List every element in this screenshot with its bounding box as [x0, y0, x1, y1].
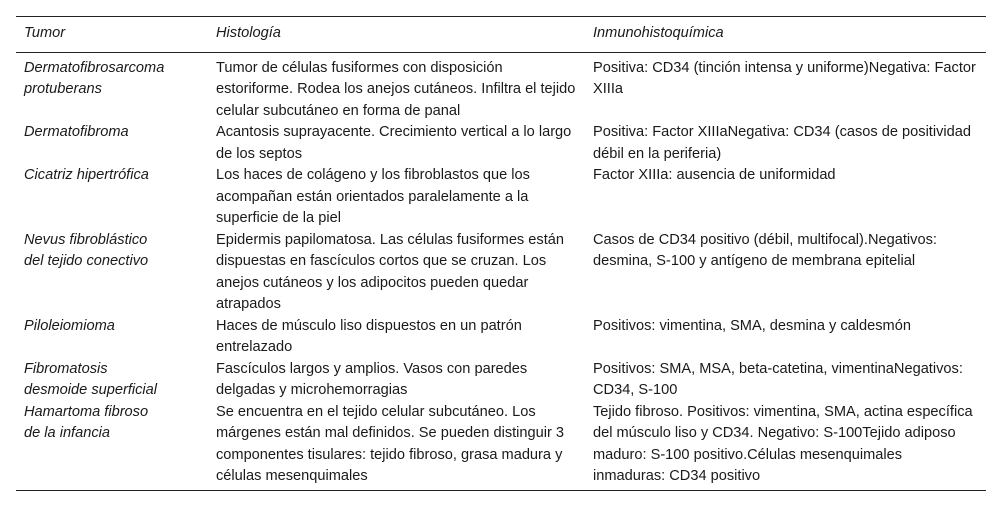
histologia-cell: Se encuentra en el tejido celular subcutáneo. Los márgenes están mal definidos. Se pueden distinguir 3 componentes tisulares: tejido fibroso, grasa madura y células mesenquimales: [208, 402, 585, 491]
table-row: [16, 230, 986, 316]
tumor-cell: [16, 165, 208, 230]
inmuno-cell: Factor XIIIa: ausencia de uniformidad: [593, 167, 836, 183]
tumor-cell: [16, 316, 208, 359]
inmuno-cell: Positiva: Factor XIIIaNegativa: CD34 (casos de positividad débil en la periferia): [593, 124, 971, 162]
table-row: [16, 402, 986, 491]
tumor-line: Dermatofibrosarcoma: [24, 59, 165, 76]
table-row: [16, 52, 986, 122]
tumor-cell: [16, 402, 208, 491]
header-inmunohistoquimica: Inmunohistoquímica: [585, 17, 986, 53]
table-row: [16, 359, 986, 402]
tumor-line: protuberans: [24, 81, 102, 97]
table-row: [16, 122, 986, 165]
header-row: [16, 17, 986, 53]
tumor-line: de la infancia: [24, 425, 111, 441]
tumor-cell: [16, 359, 208, 402]
comparison-table: [16, 16, 986, 491]
histologia-cell: Epidermis papilomatosa. Las células fusiformes están dispuestas en fascículos cortos que se cruzan. Los anejos cutáneos y los adipocitos pueden quedar atrapados: [216, 231, 564, 312]
tumor-cell: [16, 230, 208, 316]
histologia-cell: Los haces de colágeno y los fibroblastos que los acompañan están orientados paralelamente a la superficie de la piel: [216, 167, 530, 226]
inmuno-cell: Tejido fibroso. Positivos: vimentina, SMA, actina específica del músculo liso y CD34. Negativo: S-100Tejido adiposo maduro: S-100 positivo.Células mesenquimales inmaduras: CD34 positivo: [585, 402, 986, 491]
histologia-cell: Acantosis suprayacente. Crecimiento vertical a lo largo de los septos: [216, 124, 572, 162]
tumor-line: Nevus fibroblástico: [24, 231, 148, 248]
tumor-cell: [16, 122, 208, 165]
table-body: [16, 52, 986, 490]
histologia-cell: Tumor de células fusiformes con disposición estoriforme. Rodea los anejos cutáneos. Infiltra el tejido celular subcutáneo en forma de panal: [216, 59, 576, 119]
header-tumor: Tumor: [16, 17, 208, 53]
inmuno-cell: Positiva: CD34 (tinción intensa y uniforme)Negativa: Factor XIIIa: [593, 59, 976, 97]
table-header: [16, 17, 986, 53]
table-row: [16, 165, 986, 230]
inmuno-cell: Positivos: SMA, MSA, beta-catetina, vimentinaNegativos: CD34, S-100: [593, 360, 963, 398]
tumor-line: Hamartoma fibroso: [24, 403, 149, 420]
inmuno-cell: Positivos: vimentina, SMA, desmina y caldesmón: [593, 317, 911, 334]
inmuno-cell: Casos de CD34 positivo (débil, multifocal).Negativos: desmina, S-100 y antígeno de membrana epitelial: [593, 231, 937, 269]
histologia-cell: Haces de músculo liso dispuestos en un patrón entrelazado: [216, 317, 522, 355]
histologia-cell: Fascículos largos y amplios. Vasos con paredes delgadas y microhemorragias: [216, 360, 528, 398]
tumor-line: Piloleiomioma: [24, 317, 115, 334]
tumor-line: Dermatofibroma: [24, 124, 129, 140]
header-histologia: Histología: [208, 17, 585, 53]
tumor-line: Cicatriz hipertrófica: [24, 167, 149, 183]
table-row: [16, 316, 986, 359]
tumor-line: del tejido conectivo: [24, 253, 149, 269]
tumor-line: Fibromatosis: [24, 360, 108, 377]
tumor-cell: [16, 52, 208, 122]
tumor-line: desmoide superficial: [24, 382, 158, 398]
